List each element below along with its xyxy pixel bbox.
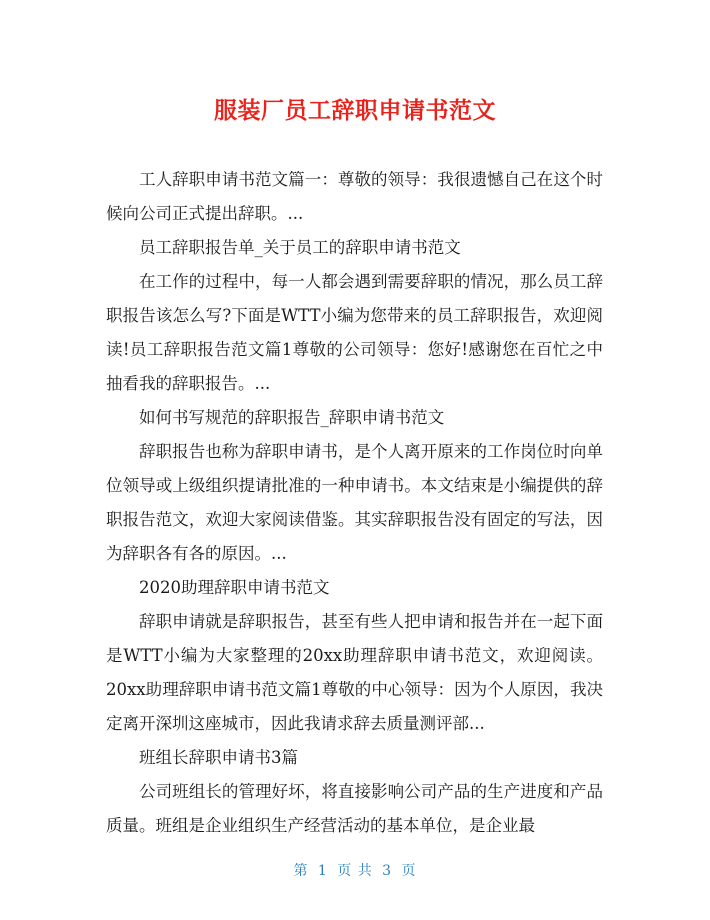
- paragraph: 公司班组长的管理好坏，将直接影响公司产品的生产进度和产品质量。班组是企业组织生产经营活动的基本单位，是企业最: [106, 782, 603, 835]
- section-heading: 班组长辞职申请书3篇: [139, 748, 298, 767]
- section-heading: 2020助理辞职申请书范文: [139, 578, 330, 597]
- paragraph: 在工作的过程中，每一人都会遇到需要辞职的情况，那么员工辞职报告该怎么写?下面是WTT小编为您带来的员工辞职报告，欢迎阅读!员工辞职报告范文篇1尊敬的公司领导：您好!感谢您在百忙之中抽看我的辞职报告。...: [106, 272, 603, 393]
- footer-prefix: 第: [293, 863, 309, 879]
- section-heading: 员工辞职报告单_关于员工的辞职申请书范文: [139, 238, 461, 257]
- footer-mid: 页 共: [337, 863, 373, 879]
- paragraph: 工人辞职申请书范文篇一：尊敬的领导：我很遗憾自己在这个时候向公司正式提出辞职。...: [106, 170, 603, 223]
- document-title: 服装厂员工辞职申请书范文: [214, 98, 496, 124]
- paragraph: 辞职报告也称为辞职申请书，是个人离开原来的工作岗位时向单位领导或上级组织提请批准的一种申请书。本文结束是小编提供的辞职报告范文，欢迎大家阅读借鉴。其实辞职报告没有固定的写法，因为辞职各有各的原因。...: [106, 442, 603, 563]
- total-page-count: 3: [382, 863, 393, 879]
- page-footer: [0, 860, 710, 880]
- section-heading: 如何书写规范的辞职报告_辞职申请书范文: [139, 408, 445, 427]
- document-body: [106, 163, 603, 843]
- current-page-number: 1: [317, 863, 328, 879]
- paragraph: 辞职申请就是辞职报告，甚至有些人把申请和报告并在一起下面是WTT小编为大家整理的20xx助理辞职申请书范文，欢迎阅读。20xx助理辞职申请书范文篇1尊敬的中心领导：因为个人原因，我决定离开深圳这座城市，因此我请求辞去质量测评部...: [106, 612, 603, 733]
- footer-suffix: 页: [401, 863, 417, 879]
